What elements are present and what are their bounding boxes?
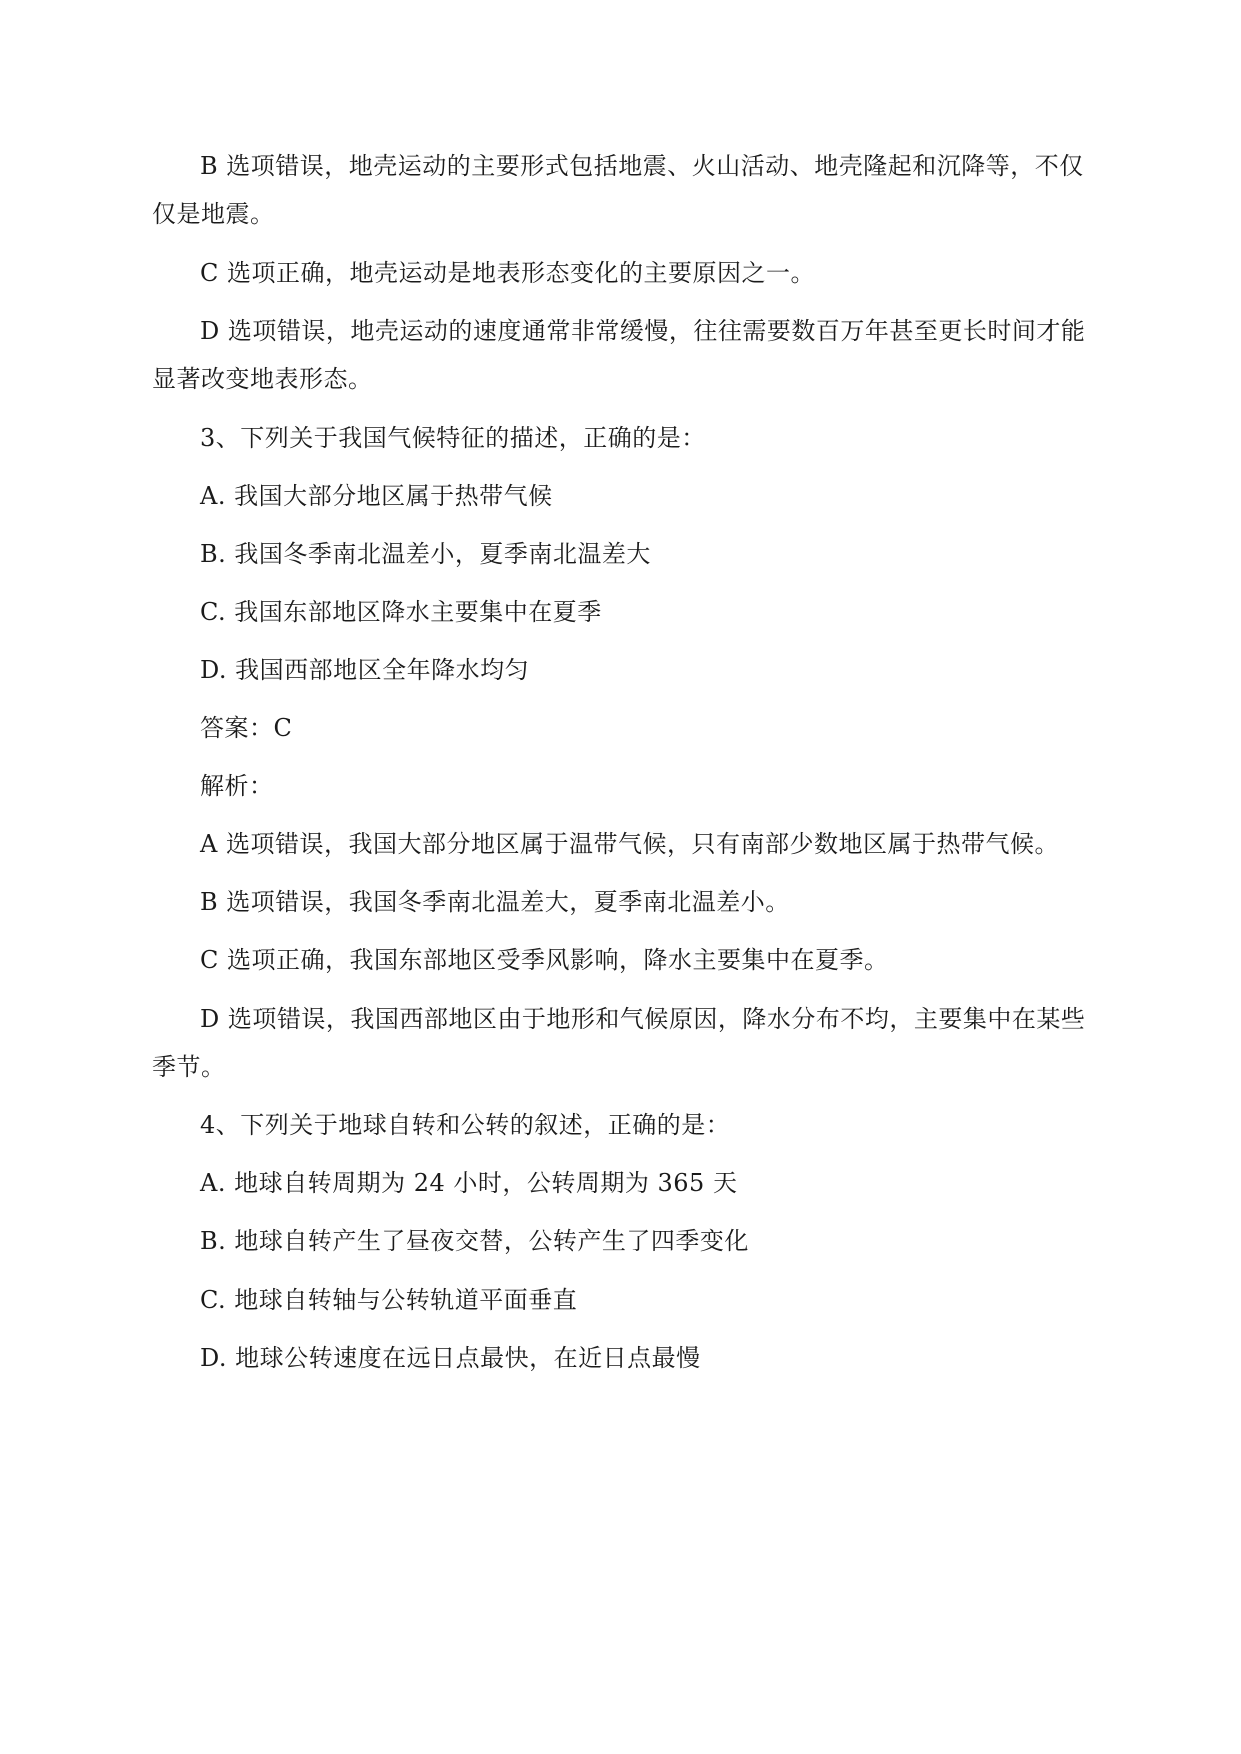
paragraph-continuation: 仅是地震。 bbox=[152, 200, 275, 228]
paragraph-continuation: 季节。 bbox=[152, 1053, 226, 1081]
question-3-option-b: B. 我国冬季南北温差小，夏季南北温差大 bbox=[200, 540, 651, 568]
analysis-b-option-q3: B 选项错误，我国冬季南北温差大，夏季南北温差小。 bbox=[200, 888, 790, 916]
question-3-option-a: A. 我国大部分地区属于热带气候 bbox=[200, 482, 553, 510]
analysis-c-option-q3: C 选项正确，我国东部地区受季风影响，降水主要集中在夏季。 bbox=[200, 946, 889, 974]
question-4-option-b: B. 地球自转产生了昼夜交替，公转产生了四季变化 bbox=[200, 1227, 749, 1255]
paragraph-b-option-q2: B 选项错误，地壳运动的主要形式包括地震、火山活动、地壳隆起和沉降等，不仅 bbox=[200, 152, 1084, 180]
question-3-option-d: D. 我国西部地区全年降水均匀 bbox=[200, 656, 530, 684]
paragraph-d-option-q2: D 选项错误，地壳运动的速度通常非常缓慢，往往需要数百万年甚至更长时间才能 bbox=[200, 317, 1086, 345]
question-3-analysis-label: 解析： bbox=[200, 772, 274, 800]
question-3-title: 3、下列关于我国气候特征的描述，正确的是： bbox=[200, 424, 706, 452]
analysis-a-option-q3: A 选项错误，我国大部分地区属于温带气候，只有南部少数地区属于热带气候。 bbox=[200, 830, 1059, 858]
question-4-option-c: C. 地球自转轴与公转轨道平面垂直 bbox=[200, 1286, 578, 1314]
question-4-title: 4、下列关于地球自转和公转的叙述，正确的是： bbox=[200, 1111, 731, 1139]
question-4-option-d: D. 地球公转速度在远日点最快，在近日点最慢 bbox=[200, 1344, 701, 1372]
question-3-option-c: C. 我国东部地区降水主要集中在夏季 bbox=[200, 598, 602, 626]
analysis-d-option-q3: D 选项错误，我国西部地区由于地形和气候原因，降水分布不均，主要集中在某些 bbox=[200, 1005, 1086, 1033]
paragraph-continuation: 显著改变地表形态。 bbox=[152, 365, 373, 393]
paragraph-c-option-q2: C 选项正确，地壳运动是地表形态变化的主要原因之一。 bbox=[200, 259, 815, 287]
question-4-option-a: A. 地球自转周期为 24 小时，公转周期为 365 天 bbox=[200, 1169, 738, 1197]
question-3-answer: 答案：C bbox=[200, 714, 293, 742]
